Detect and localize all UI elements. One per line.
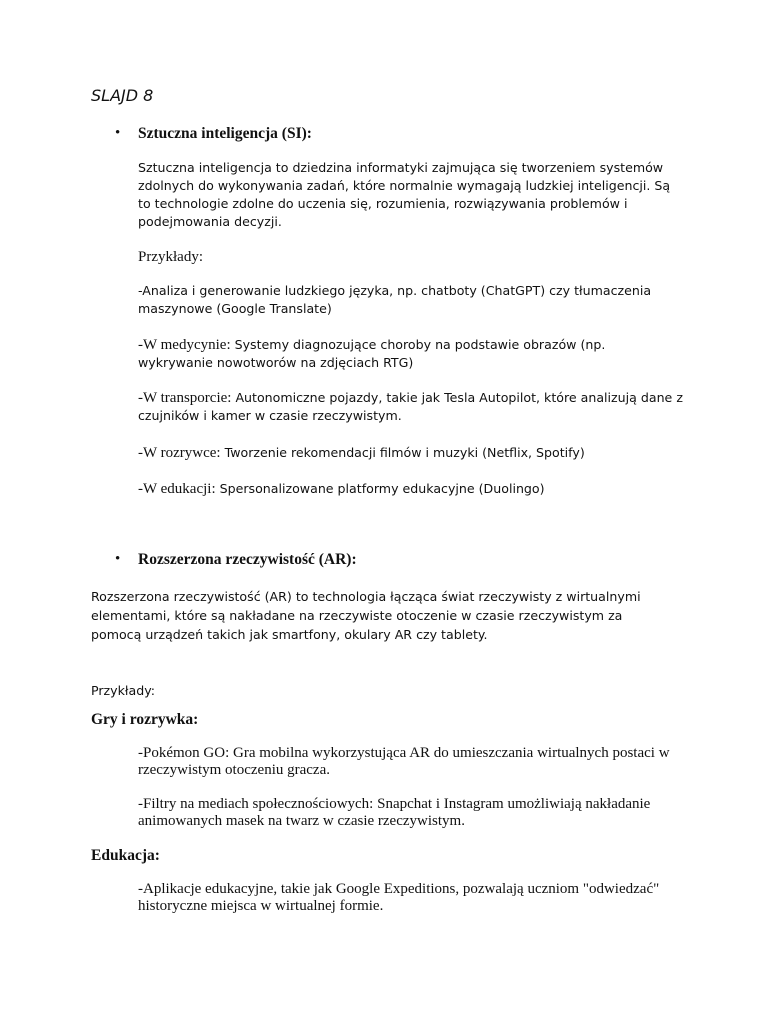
- ai-example-transport-text: Autonomiczne pojazdy, takie jak Tesla Autopilot, które analizują dane z czujników i kamer w czasie rzeczywistym.: [138, 390, 683, 423]
- ar-intro-paragraph: Rozszerzona rzeczywistość (AR) to technologia łącząca świat rzeczywisty z wirtualnymi elementami, które są nakładane na rzeczywiste otoczenie w czasie rzeczywistym za pomocą urządzeń takich jak smartfony, okulary AR czy tablety.: [91, 589, 641, 642]
- bullet-icon: •: [115, 551, 121, 567]
- section-heading-ai: Sztuczna inteligencja (SI):: [138, 125, 312, 142]
- ai-example-medicine-lead: -W medycynie:: [138, 337, 231, 353]
- slide-title: SLAJD 8: [91, 86, 154, 105]
- section-heading-ar: Rozszerzona rzeczywistość (AR):: [138, 551, 357, 568]
- ai-example-language: -Analiza i generowanie ludzkiego języka, np. chatboty (ChatGPT) czy tłumaczenia maszynowe (Google Translate): [138, 283, 652, 316]
- ai-example-education: [138, 480, 698, 498]
- ar-example-pokemon: -Pokémon GO: Gra mobilna wykorzystująca AR do umieszczania wirtualnych postaci w rzeczywistym otoczeniu gracza.: [138, 745, 670, 778]
- ar-example-filters: -Filtry na mediach społecznościowych: Snapchat i Instagram umożliwiają nakładanie animowanych masek na twarz w czasie rzeczywistym.: [138, 796, 651, 829]
- ai-example-entertainment-lead: -W rozrywce:: [138, 445, 221, 461]
- ai-example-transport: [138, 389, 683, 425]
- ai-example-medicine: [138, 336, 678, 372]
- ai-intro-paragraph: Sztuczna inteligencja to dziedzina informatyki zajmująca się tworzeniem systemów zdolnych do wykonywania zadań, które normalnie wymagają ludzkiej inteligencji. Są to technologie zdolne do uczenia się, rozumienia, rozwiązywania problemów i podejmowania decyzji.: [138, 160, 671, 229]
- ai-example-education-text: Spersonalizowane platformy edukacyjne (Duolingo): [215, 481, 545, 496]
- ai-example-entertainment-text: Tworzenie rekomendacji filmów i muzyki (Netflix, Spotify): [220, 445, 585, 460]
- ar-education-heading: Edukacja:: [91, 847, 160, 864]
- ar-example-expeditions: -Aplikacje edukacyjne, takie jak Google Expeditions, pozwalają uczniom "odwiedzać" historyczne miejsca w wirtualnej formie.: [138, 881, 660, 914]
- ai-example-medicine-text: Systemy diagnozujące choroby na podstawie obrazów (np. wykrywanie nowotworów na zdjęciach RTG): [138, 337, 606, 370]
- ar-examples-label: Przykłady:: [91, 683, 155, 698]
- ai-examples-label: Przykłady:: [138, 249, 203, 265]
- ai-example-entertainment: [138, 444, 698, 462]
- ai-example-transport-lead: -W transporcie:: [138, 390, 232, 406]
- ar-games-heading: Gry i rozrywka:: [91, 711, 199, 728]
- ai-example-education-lead: -W edukacji:: [138, 481, 216, 497]
- bullet-icon: •: [115, 125, 121, 141]
